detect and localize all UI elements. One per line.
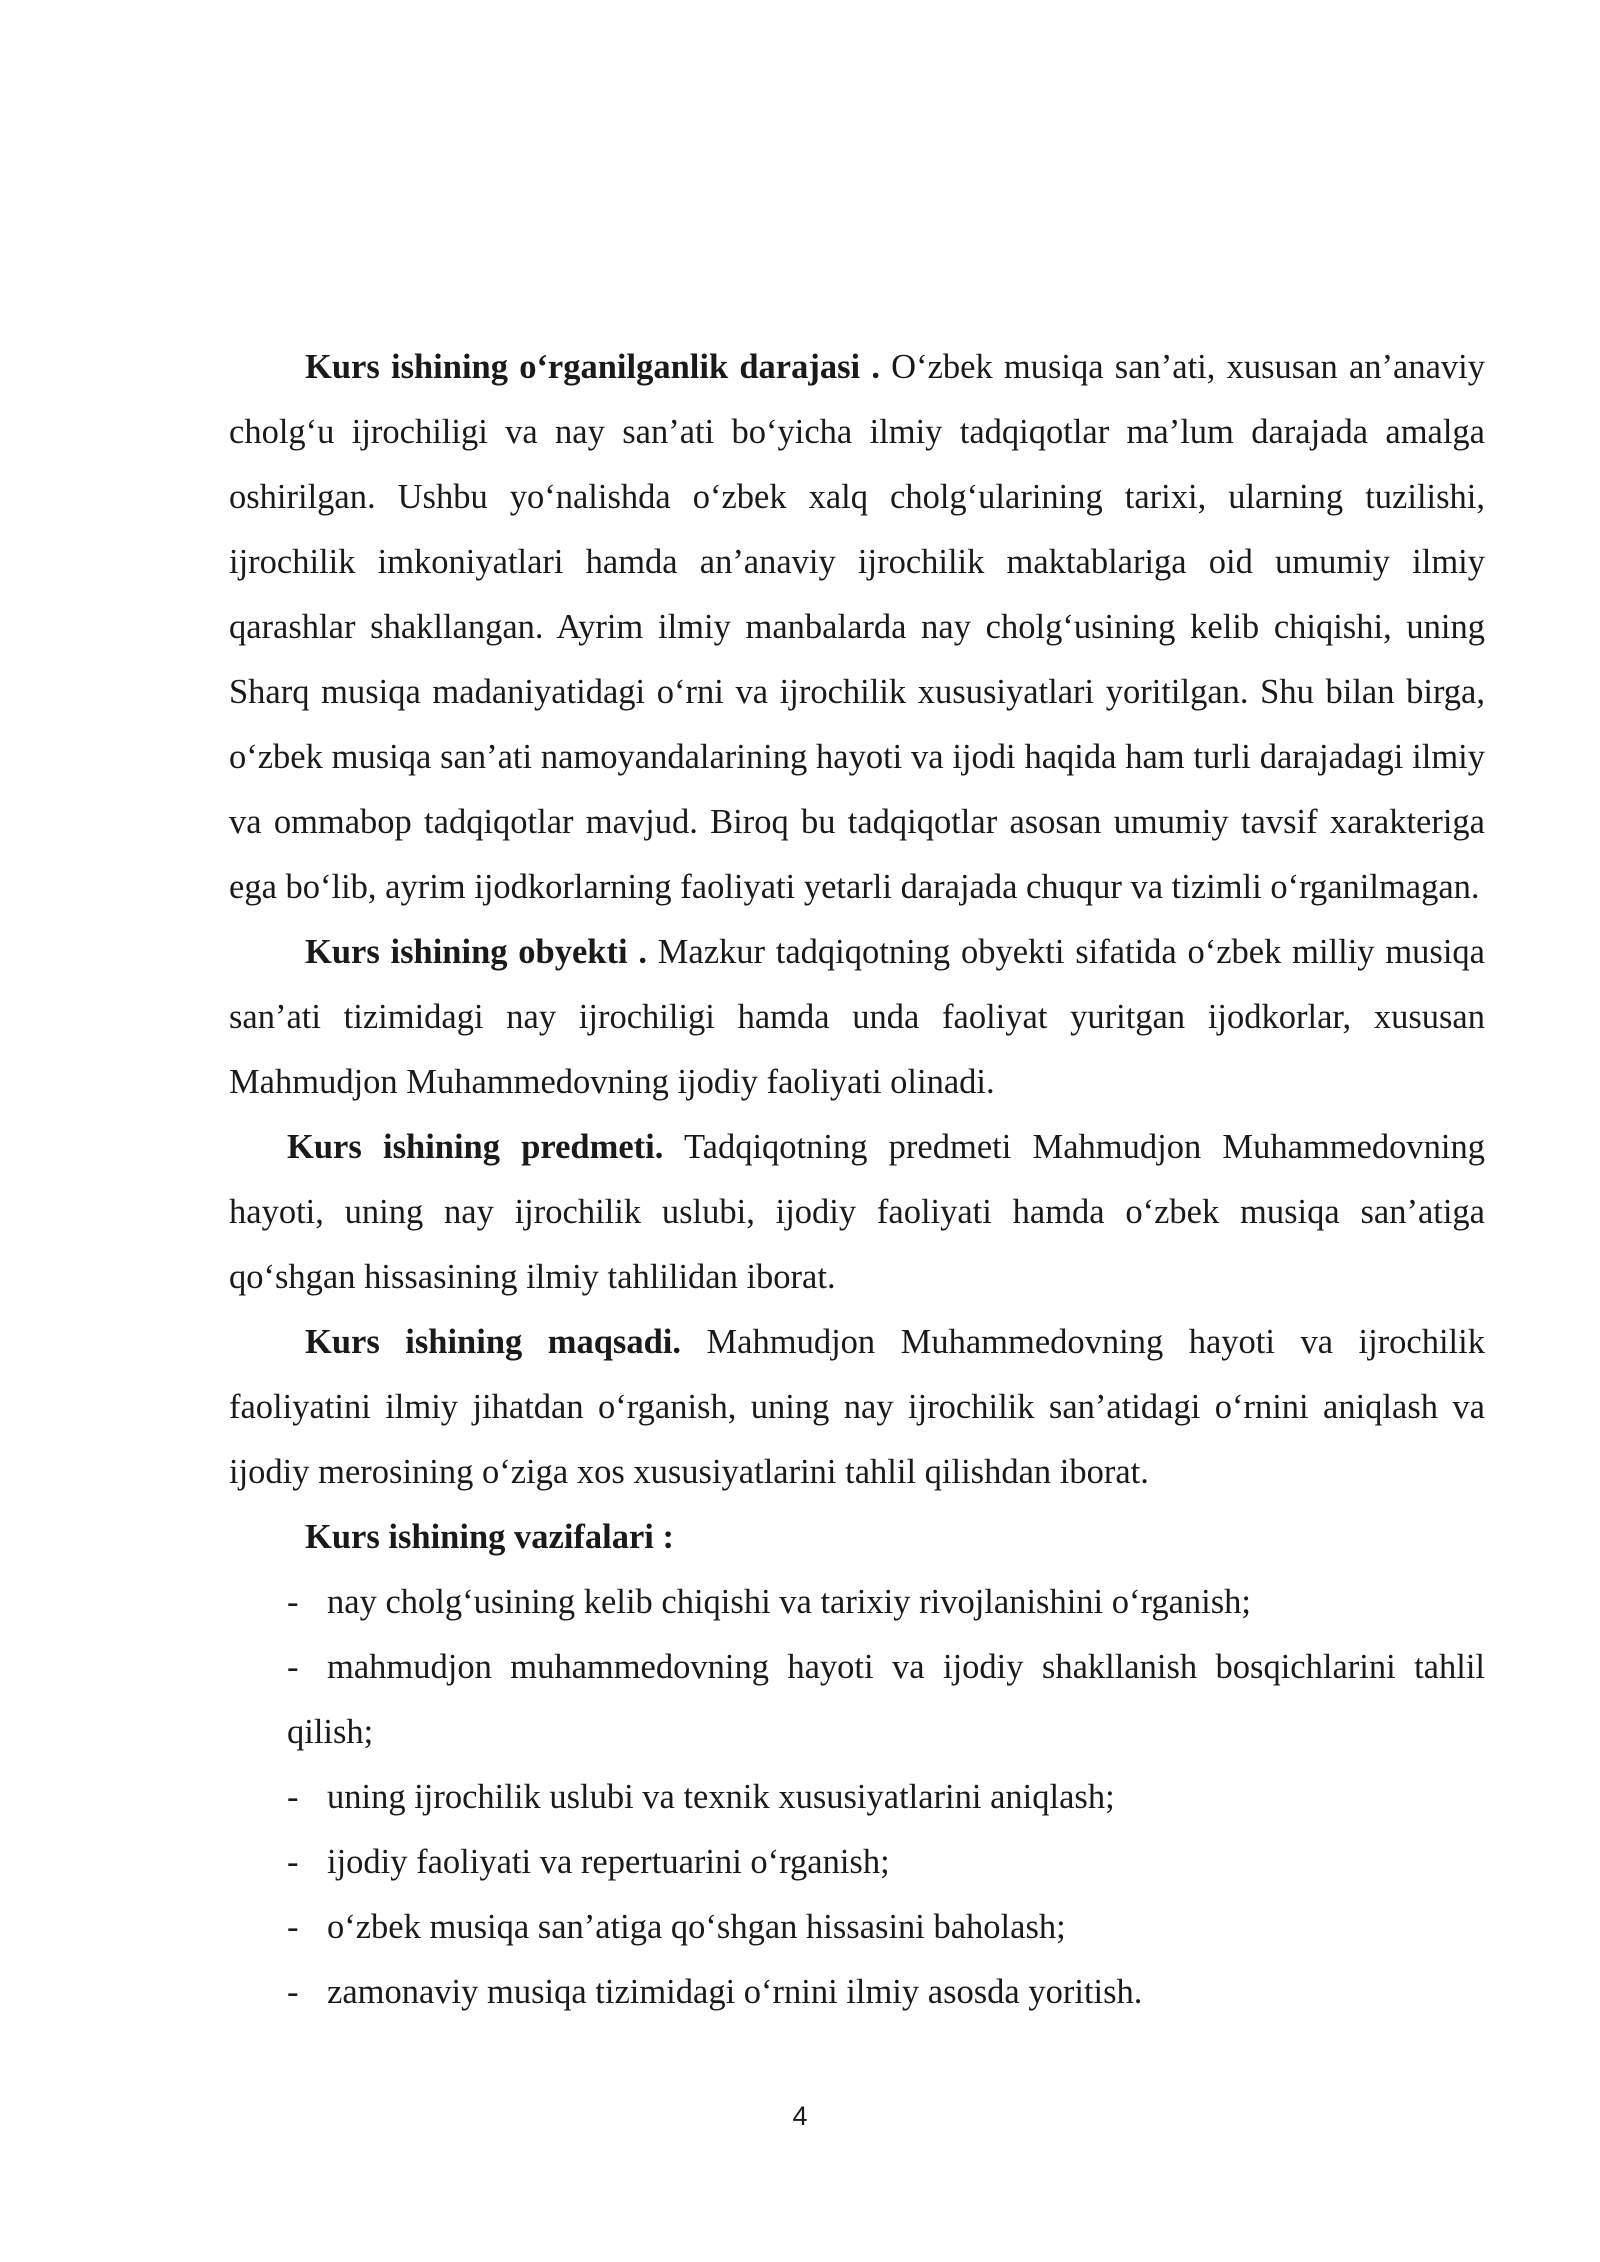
heading-obyekt: Kurs ishining obyekti .	[305, 933, 647, 971]
list-item	[229, 1960, 1485, 2025]
list-item-text: ijodiy faoliyati va repertuarini o‘rganish;	[327, 1843, 890, 1881]
paragraph-predmet	[229, 1115, 1485, 1310]
list-item-text: o‘zbek musiqa san’atiga qo‘shgan hissasini baholash;	[327, 1908, 1066, 1946]
paragraph-daraja	[229, 335, 1485, 920]
list-item	[229, 1765, 1485, 1830]
list-item-text: mahmudjon muhammedovning hayoti va ijodiy shakllanish bosqichlarini tahlil qilish;	[287, 1648, 1485, 1751]
tasks-list	[229, 1570, 1485, 2025]
heading-daraja: Kurs ishining o‘rganilganlik darajasi .	[305, 348, 880, 386]
list-bullet: -	[287, 1973, 299, 2011]
text-daraja: O‘zbek musiqa san’ati, xususan an’anaviy cholg‘u ijrochiligi va nay san’ati bo‘yicha ilmiy tadqiqotlar ma’lum darajada amalga oshirilgan. Ushbu yo‘nalishda o‘zbek xalq cholg‘ularining tarixi, ularning tuzilishi, ijrochilik imkoniyatlari hamda an’anaviy ijrochilik maktablariga oid umumiy ilmiy qarashlar shakllangan. Ayrim ilmiy manbalarda nay cholg‘usining kelib chiqishi, uning Sharq musiqa madaniyatidagi o‘rni va ijrochilik xususiyatlari yoritilgan. Shu bilan birga, o‘zbek musiqa san’ati namoyandalarining hayoti va ijodi haqida ham turli darajadagi ilmiy va ommabop tadqiqotlar mavjud. Biroq bu tadqiqotlar asosan umumiy tavsif xarakteriga ega bo‘lib, ayrim ijodkorlarning faoliyati yetarli darajada chuqur va tizimli o‘rganilmagan.	[229, 348, 1485, 906]
list-bullet: -	[287, 1908, 299, 1946]
heading-vazifalar: Kurs ishining vazifalari :	[305, 1518, 674, 1556]
paragraph-vazifalar	[229, 1505, 1485, 1570]
paragraph-maqsad	[229, 1310, 1485, 1505]
list-bullet: -	[287, 1843, 299, 1881]
list-item	[229, 1635, 1485, 1765]
list-item-text: zamonaviy musiqa tizimidagi o‘rnini ilmiy asosda yoritish.	[327, 1973, 1143, 2011]
page-number: 4	[792, 2101, 808, 2131]
list-item	[229, 1895, 1485, 1960]
text-predmet: Tadqiqotning predmeti Mahmudjon Muhammedovning hayoti, uning nay ijrochilik uslubi, ijodiy faoliyati hamda o‘zbek musiqa san’atiga qo‘shgan hissasining ilmiy tahlilidan iborat.	[229, 1128, 1485, 1296]
document-page	[229, 335, 1485, 2025]
list-item	[229, 1570, 1485, 1635]
text-maqsad: Mahmudjon Muhammedovning hayoti va ijrochilik faoliyatini ilmiy jihatdan o‘rganish, uning nay ijrochilik san’atidagi o‘rnini aniqlash va ijodiy merosining o‘ziga xos xususiyatlarini tahlil qilishdan iborat.	[229, 1323, 1485, 1491]
list-item	[229, 1830, 1485, 1895]
list-bullet: -	[287, 1648, 299, 1686]
text-obyekt: Mazkur tadqiqotning obyekti sifatida o‘zbek milliy musiqa san’ati tizimidagi nay ijrochiligi hamda unda faoliyat yuritgan ijodkorlar, xususan Mahmudjon Muhammedovning ijodiy faoliyati olinadi.	[229, 933, 1485, 1101]
list-bullet: -	[287, 1583, 299, 1621]
list-item-text: uning ijrochilik uslubi va texnik xususiyatlarini aniqlash;	[327, 1778, 1115, 1816]
heading-maqsad: Kurs ishining maqsadi.	[305, 1323, 681, 1361]
paragraph-obyekt	[229, 920, 1485, 1115]
heading-predmet: Kurs ishining predmeti.	[287, 1128, 664, 1166]
list-bullet: -	[287, 1778, 299, 1816]
list-item-text: nay cholg‘usining kelib chiqishi va tarixiy rivojlanishini o‘rganish;	[327, 1583, 1252, 1621]
